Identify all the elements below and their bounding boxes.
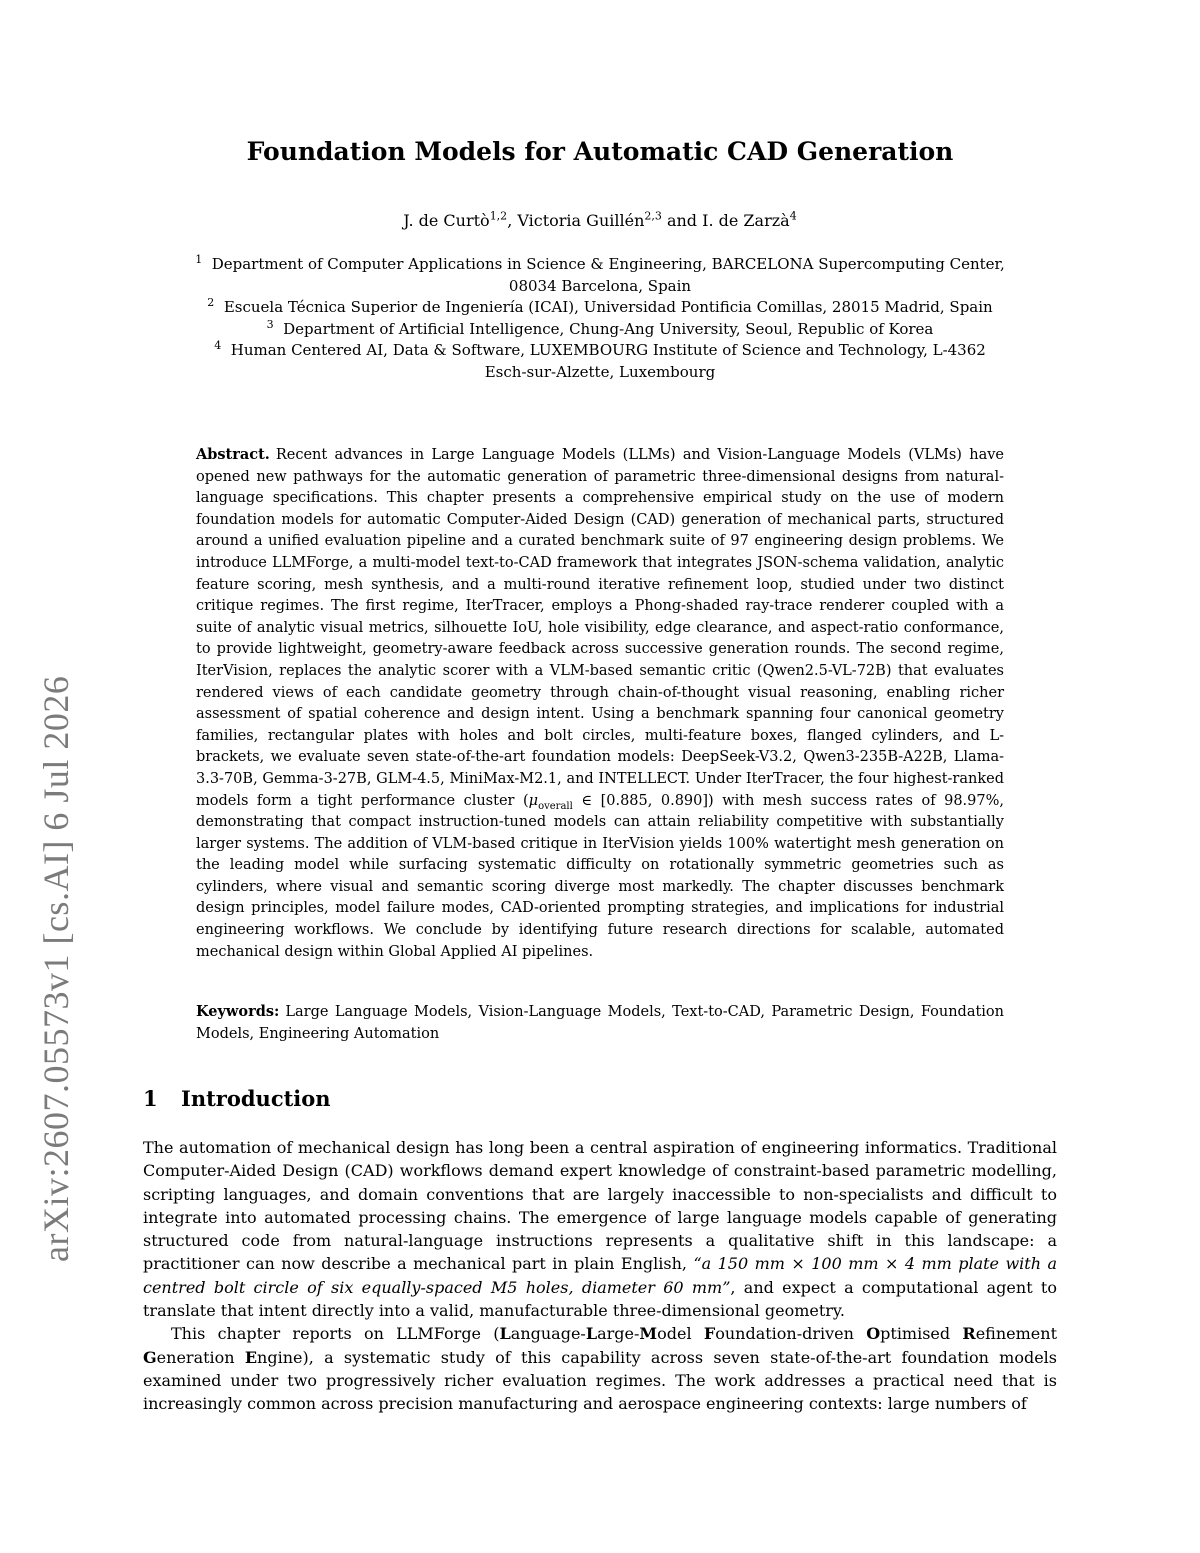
acronym-rest: oundation-driven [715,1324,867,1344]
affiliation-line: Department of Artificial Intelligence, Chung-Ang University, Seoul, Republic of Korea [283,319,934,338]
affiliation [150,297,1050,319]
section-heading [143,1085,1057,1113]
acronym-letter: L [499,1324,511,1344]
abstract-text: Recent advances in Large Language Models (LLMs) and Vision-Language Models (VLMs) have opened new pathways for the automatic generation of parametric three-dimensional designs from natural-language specifications. This chapter presents a comprehensive empirical study on the use of modern foundation models for automatic Computer-Aided Design (CAD) generation of mechanical parts, structured around a unified evaluation pipeline and a curated benchmark suite of 97 engineering design problems. We introduce LLMForge, a multi-model text-to-CAD framework that integrates JSON-schema validation, analytic feature scoring, mesh synthesis, and a multi-round iterative refinement loop, studied under two distinct critique regimes. The first regime, IterTracer, employs a Phong-shaded ray-trace renderer coupled with a suite of analytic visual metrics, silhouette IoU, hole visibility, edge clearance, and aspect-ratio conformance, to provide lightweight, geometry-aware feedback across successive generation rounds. The second regime, IterVision, replaces the analytic scorer with a VLM-based semantic critic (Qwen2.5-VL-72B) that evaluates rendered views of each candidate geometry through chain-of-thought visual reasoning, enabling richer assessment of spatial coherence and design intent. Using a benchmark spanning four canonical geometry families, rectangular plates with holes and bolt circles, multi-feature boxes, flanged cylinders, and L-brackets, we evaluate seven state-of-the-art foundation models: DeepSeek-V3.2, Qwen3-235B-A22B, Llama-3.3-70B, Gemma-3-27B, GLM-4.5, MiniMax-M2.1, and INTELLECT. Under IterTracer, the four highest-ranked models form a tight performance cluster ( [196,447,1004,809]
acronym-letter: R [962,1324,976,1344]
author-affiliation-marks: 4 [789,209,797,223]
keywords [196,1001,1004,1045]
paragraph-text: , and expect a computational agent to translate that intent directly into a valid, manufacturable three-dimensional geometry. [143,1277,1057,1321]
math-subscript: overall [538,800,573,812]
paragraph-text: The automation of mechanical design has long been a central aspiration of engineering informatics. Traditional Computer-Aided Design (CAD) workflows demand expert knowledge of constraint-based parametric modelling, scripting languages, and domain conventions that are largely inaccessible to non-specialists and difficult to integrate into automated processing chains. The emergence of large language models capable of generating structured code from natural-language instructions represents a qualitative shift in this landscape: a practitioner can now describe a mechanical part in plain English, [143,1138,1057,1274]
abstract-text: ) with mesh success rates of 98.97%, demonstrating that compact instruction-tuned models can attain reliability competitive with substantially larger systems. The addition of VLM-based critique in IterVision yields 100% watertight mesh generation on the leading model while surfacing systematic difficulty on rotationally symmetric geometries such as cylinders, where visual and semantic scoring diverge most markedly. The chapter discusses benchmark design principles, model failure modes, CAD-oriented prompting strategies, and implications for industrial engineering workflows. We conclude by identifying future research directions for scalable, automated mechanical design within Global Applied AI pipelines. [196,792,1004,960]
author-affiliation-marks: 1,2 [489,209,508,223]
paper-title: Foundation Models for Automatic CAD Generation [246,137,954,166]
acronym-rest: anguage- [510,1324,586,1344]
acronym-letter: G [143,1347,157,1367]
keywords-heading: Keywords: [196,1003,280,1020]
acronym-letter: L [585,1324,598,1344]
author-name: J. de Curtò [403,211,490,230]
affiliation [150,340,1050,362]
affiliation-line: Esch-sur-Alzette, Luxembourg [484,362,716,381]
acronym-letter: O [866,1324,881,1344]
paragraph [143,1322,1057,1415]
affiliation [150,254,1050,276]
affiliation-mark: 1 [195,253,203,266]
affiliation-mark: 3 [266,317,274,331]
arxiv-identifier: arXiv:2607.05573v1 [cs.AI] 6 Jul 2026 [36,675,76,1262]
affiliation [150,319,1050,341]
affiliation-line: Escuela Técnica Superior de Ingeniería (ICAI), Universidad Pontificia Comillas, 28015 Madrid, Spain [223,298,993,316]
acronym-rest: odel [657,1324,704,1344]
acronym-rest: eneration [156,1347,245,1367]
paragraph-text: ), a systematic study of this capability across seven state-of-the-art foundation models examined under two progressively richer evaluation regimes. The work addresses a practical need that is increasingly common across precision manufacturing and aerospace engineering contexts: large numbers of [143,1347,1057,1414]
affiliation-line: 08034 Barcelona, Spain [508,276,692,295]
author-affiliation-marks: 2,3 [644,209,662,223]
author-name: I. de Zarzà [702,211,790,230]
acronym-letter: F [703,1324,716,1344]
affiliation-line: Department of Computer Applications in Science & Engineering, BARCELONA Supercomputing Center, [211,255,1005,273]
author-name: Victoria Guillén [517,211,645,230]
section-number: 1 [143,1086,158,1111]
math-symbol: μ [528,792,539,809]
author-separator: and [661,211,703,230]
abstract [196,444,1004,963]
section-title: Introduction [181,1086,331,1111]
body-text [143,1136,1057,1416]
affiliation-mark: 2 [207,296,215,309]
author-list [0,210,1200,232]
keywords-text: Large Language Models, Vision-Language Models, Text-to-CAD, Parametric Design, Foundation Models, Engineering Automation [196,1004,1004,1042]
acronym-letter: M [639,1324,658,1344]
acronym-letter: E [244,1347,258,1367]
acronym-rest: efinement [975,1324,1057,1344]
affiliation-list [150,254,1050,383]
acronym-rest: ptimised [880,1324,963,1344]
acronym-rest: ngine [257,1347,303,1367]
author-separator: , [507,211,518,230]
example-quote: “a 150 mm × 100 mm × 4 mm plate with a centred bolt circle of six equally-spaced M5 holes, diameter 60 mm” [143,1254,1057,1297]
paragraph-text: This chapter reports on LLMForge ( [171,1324,500,1344]
abstract-heading: Abstract. [196,446,270,463]
math-range: ∈ [0.885, 0.890] [572,792,709,809]
paragraph [143,1136,1057,1322]
affiliation-line: Human Centered AI, Data & Software, LUXEMBOURG Institute of Science and Technology, L-4362 [230,341,986,359]
acronym-rest: arge- [597,1324,640,1344]
affiliation-mark: 4 [214,339,222,352]
